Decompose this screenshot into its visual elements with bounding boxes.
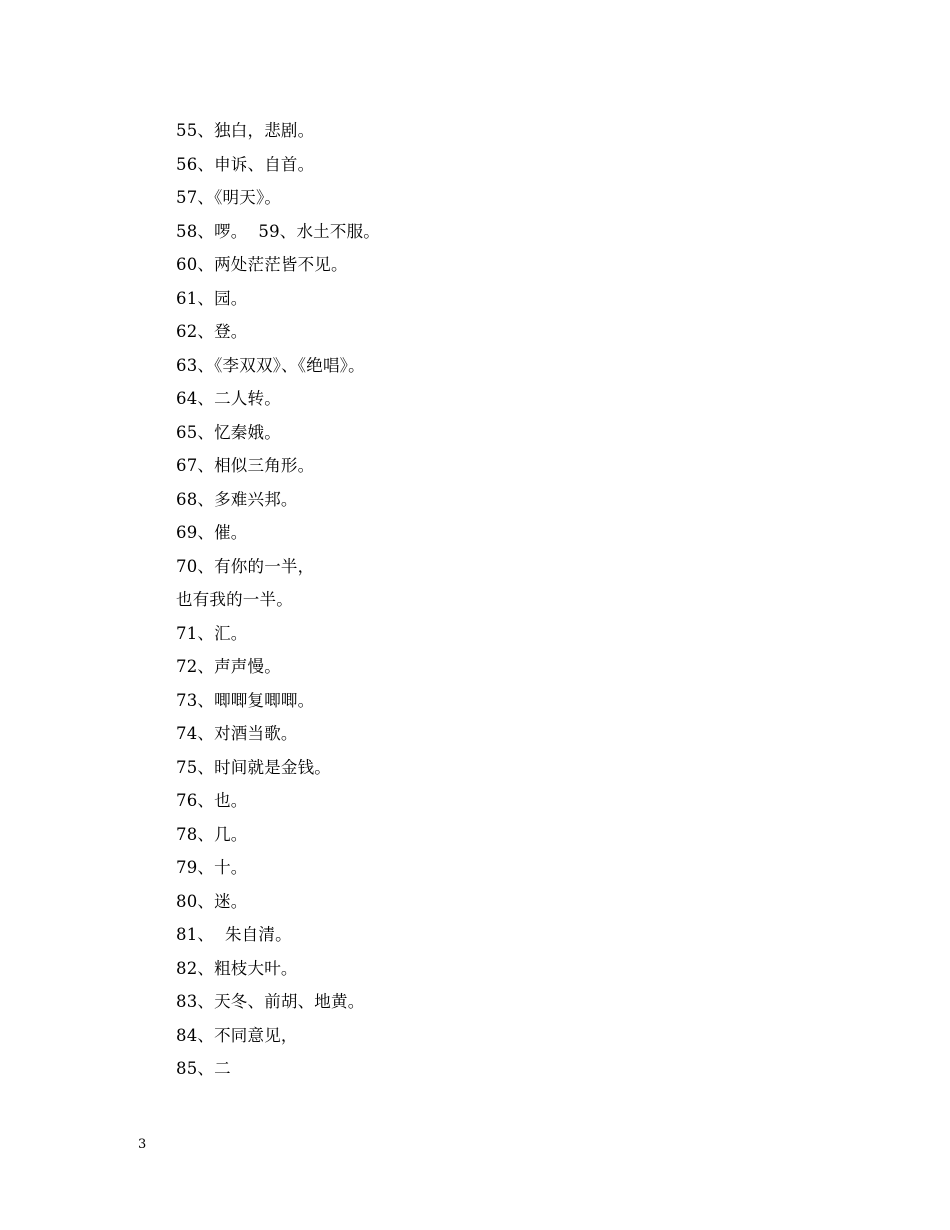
answer-line-67: 67、相似三角形。 xyxy=(176,456,315,475)
answer-line-61: 61、园。 xyxy=(176,288,248,308)
answer-line-62: 62、登。 xyxy=(176,322,248,341)
answer-line-84: 84、不同意见， xyxy=(176,1025,298,1045)
answer-line-75: 75、时间就是金钱。 xyxy=(176,757,331,777)
answer-line-60: 60、两处茫茫皆不见。 xyxy=(176,255,348,274)
answer-line-58-59: 58、啰。 59、水土不服。 xyxy=(176,221,380,241)
answer-line-70: 70、有你的一半， xyxy=(176,556,315,576)
answer-line-57: 57、《明天》。 xyxy=(176,188,282,207)
answer-line-79: 79、十。 xyxy=(176,858,248,877)
answer-line-70-continued: 也有我的一半。 xyxy=(176,590,293,609)
answer-line-82: 82、粗枝大叶。 xyxy=(176,958,298,978)
answer-line-68: 68、多难兴邦。 xyxy=(176,489,298,509)
answer-line-69: 69、催。 xyxy=(176,523,248,542)
answer-line-73: 73、唧唧复唧唧。 xyxy=(176,690,315,710)
answer-line-63: 63、《李双双》、《绝唱》。 xyxy=(176,355,365,375)
answer-line-65: 65、忆秦娥。 xyxy=(176,422,281,442)
answer-line-64: 64、二人转。 xyxy=(176,389,281,408)
answer-line-55: 55、独白，悲剧。 xyxy=(176,121,315,140)
answer-line-83: 83、天冬、前胡、地黄。 xyxy=(176,992,365,1011)
answer-line-85: 85、二 xyxy=(176,1059,231,1078)
answer-line-72: 72、声声慢。 xyxy=(176,657,281,676)
answer-line-81: 81、 朱自清。 xyxy=(176,925,292,944)
answer-line-71: 71、汇。 xyxy=(176,623,248,643)
answer-line-56: 56、申诉、自首。 xyxy=(176,154,315,174)
page-number: 3 xyxy=(138,1137,147,1152)
answer-line-76: 76、也。 xyxy=(176,791,248,810)
answer-line-74: 74、对酒当歌。 xyxy=(176,724,298,743)
answer-line-80: 80、迷。 xyxy=(176,891,248,911)
answer-list xyxy=(176,118,876,1090)
answer-line-78: 78、几。 xyxy=(176,824,248,844)
